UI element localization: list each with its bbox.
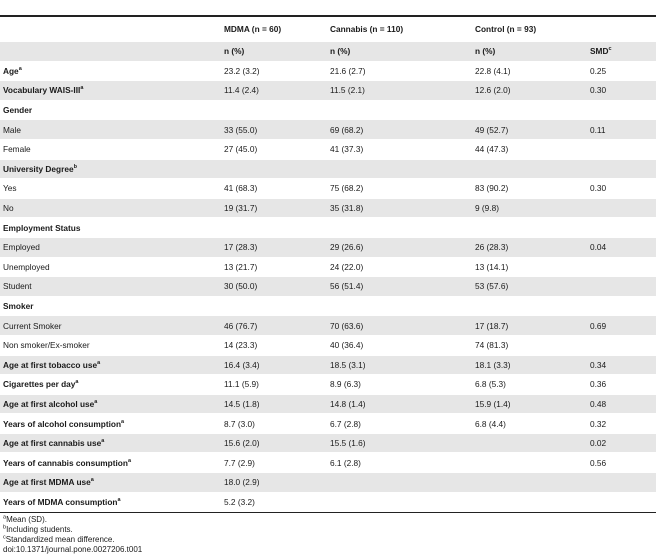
row-footnote-mark: a bbox=[121, 418, 125, 425]
cell-cannabis bbox=[327, 492, 472, 512]
cell-control: 15.9 (1.4) bbox=[472, 394, 587, 414]
cell-cannabis: 70 (63.6) bbox=[327, 316, 472, 336]
cell-smd: 0.11 bbox=[587, 120, 656, 140]
cell-control: 17 (18.7) bbox=[472, 316, 587, 336]
cell-cannabis: 40 (36.4) bbox=[327, 335, 472, 355]
cell-mdma: 23.2 (3.2) bbox=[221, 61, 327, 81]
cell-cannabis: 8.9 (6.3) bbox=[327, 375, 472, 395]
row-label-text: Years of alcohol consumption bbox=[3, 418, 122, 429]
cell-smd bbox=[587, 492, 656, 512]
row-label bbox=[0, 335, 221, 355]
footnote-mark: a bbox=[3, 514, 7, 521]
row-label-text: Smoker bbox=[3, 301, 34, 312]
group-header-row bbox=[0, 17, 656, 42]
cell-smd: 0.30 bbox=[587, 179, 656, 199]
subheader-mdma-npct: n (%) bbox=[221, 42, 327, 62]
cell-mdma: 41 (68.3) bbox=[221, 179, 327, 199]
row-label-text: Male bbox=[3, 124, 21, 135]
cell-cannabis bbox=[327, 473, 472, 493]
cell-smd bbox=[587, 218, 656, 238]
subheader-control-npct: n (%) bbox=[472, 42, 587, 62]
cell-cannabis bbox=[327, 159, 472, 179]
row-footnote-mark: b bbox=[73, 164, 77, 171]
table-row bbox=[0, 61, 656, 81]
cell-control bbox=[472, 100, 587, 120]
cell-cannabis: 35 (31.8) bbox=[327, 198, 472, 218]
footnote bbox=[3, 525, 653, 535]
footnote-text: doi:10.1371/journal.pone.0027206.t001 bbox=[3, 545, 143, 555]
row-label-text: Female bbox=[3, 144, 31, 155]
row-label-text: Years of cannabis consumption bbox=[3, 457, 128, 468]
table-row bbox=[0, 139, 656, 159]
cell-smd: 0.34 bbox=[587, 355, 656, 375]
subheader-blank bbox=[0, 42, 221, 62]
cell-mdma: 16.4 (3.4) bbox=[221, 355, 327, 375]
row-label bbox=[0, 198, 221, 218]
row-footnote-mark: a bbox=[97, 360, 101, 367]
row-footnote-mark: a bbox=[117, 497, 121, 504]
table-row bbox=[0, 179, 656, 199]
table-row bbox=[0, 473, 656, 493]
header-control: Control (n = 93) bbox=[472, 17, 587, 42]
table-body bbox=[0, 17, 656, 512]
row-footnote-mark: a bbox=[75, 379, 79, 386]
cell-control bbox=[472, 159, 587, 179]
cell-control bbox=[472, 218, 587, 238]
cell-cannabis: 41 (37.3) bbox=[327, 139, 472, 159]
cell-control: 9 (9.8) bbox=[472, 198, 587, 218]
footnote bbox=[3, 515, 653, 525]
row-label-text: Employed bbox=[3, 242, 40, 253]
row-label bbox=[0, 394, 221, 414]
cell-mdma: 17 (28.3) bbox=[221, 237, 327, 257]
table-row bbox=[0, 120, 656, 140]
cell-smd: 0.32 bbox=[587, 414, 656, 434]
table-row bbox=[0, 335, 656, 355]
subheader-cannabis-npct: n (%) bbox=[327, 42, 472, 62]
row-label-text: Age at first tobacco use bbox=[3, 359, 98, 370]
cell-control bbox=[472, 492, 587, 512]
row-label bbox=[0, 492, 221, 512]
row-label bbox=[0, 179, 221, 199]
row-footnote-mark: a bbox=[90, 477, 94, 484]
row-label bbox=[0, 81, 221, 101]
table-row bbox=[0, 277, 656, 297]
row-footnote-mark: a bbox=[80, 85, 84, 92]
footnote bbox=[3, 545, 653, 555]
cell-smd bbox=[587, 139, 656, 159]
smd-footnote-mark: c bbox=[608, 46, 612, 53]
table-row bbox=[0, 492, 656, 512]
table-row bbox=[0, 159, 656, 179]
cell-cannabis: 15.5 (1.6) bbox=[327, 433, 472, 453]
table-row bbox=[0, 81, 656, 101]
cell-control bbox=[472, 296, 587, 316]
cell-cannabis bbox=[327, 218, 472, 238]
cell-mdma: 11.1 (5.9) bbox=[221, 375, 327, 395]
row-label bbox=[0, 277, 221, 297]
table-row bbox=[0, 414, 656, 434]
cell-smd bbox=[587, 257, 656, 277]
cell-smd bbox=[587, 100, 656, 120]
cell-smd bbox=[587, 277, 656, 297]
cell-control: 26 (28.3) bbox=[472, 237, 587, 257]
row-label bbox=[0, 100, 221, 120]
row-label-text: Current Smoker bbox=[3, 320, 62, 331]
table-row bbox=[0, 355, 656, 375]
cell-mdma: 11.4 (2.4) bbox=[221, 81, 327, 101]
cell-mdma: 18.0 (2.9) bbox=[221, 473, 327, 493]
cell-mdma: 8.7 (3.0) bbox=[221, 414, 327, 434]
table-footnotes bbox=[0, 513, 656, 555]
cell-control: 18.1 (3.3) bbox=[472, 355, 587, 375]
row-label-text: University Degree bbox=[3, 163, 74, 174]
cell-smd bbox=[587, 335, 656, 355]
cell-mdma: 27 (45.0) bbox=[221, 139, 327, 159]
cell-control: 83 (90.2) bbox=[472, 179, 587, 199]
cell-smd bbox=[587, 473, 656, 493]
row-label-text: Age at first cannabis use bbox=[3, 438, 102, 449]
row-label bbox=[0, 120, 221, 140]
cell-cannabis bbox=[327, 296, 472, 316]
cell-mdma: 46 (76.7) bbox=[221, 316, 327, 336]
cell-smd: 0.69 bbox=[587, 316, 656, 336]
footnote-mark: c bbox=[3, 534, 6, 541]
cell-mdma bbox=[221, 159, 327, 179]
row-label-text: Non smoker/Ex-smoker bbox=[3, 340, 90, 351]
row-footnote-mark: a bbox=[18, 66, 22, 73]
table-row bbox=[0, 100, 656, 120]
cell-mdma: 19 (31.7) bbox=[221, 198, 327, 218]
footnote-text: Mean (SD). bbox=[6, 515, 47, 525]
row-footnote-mark: a bbox=[101, 438, 105, 445]
row-label bbox=[0, 433, 221, 453]
cell-cannabis: 6.7 (2.8) bbox=[327, 414, 472, 434]
cell-mdma: 30 (50.0) bbox=[221, 277, 327, 297]
table-row bbox=[0, 257, 656, 277]
footnote-text: Including students. bbox=[6, 525, 73, 535]
row-label-text: Years of MDMA consumption bbox=[3, 496, 118, 507]
cell-cannabis: 56 (51.4) bbox=[327, 277, 472, 297]
cell-smd: 0.25 bbox=[587, 61, 656, 81]
cell-mdma: 15.6 (2.0) bbox=[221, 433, 327, 453]
cell-smd: 0.56 bbox=[587, 453, 656, 473]
cell-mdma: 13 (21.7) bbox=[221, 257, 327, 277]
cell-mdma bbox=[221, 218, 327, 238]
cell-mdma bbox=[221, 100, 327, 120]
row-label bbox=[0, 414, 221, 434]
header-cannabis: Cannabis (n = 110) bbox=[327, 17, 472, 42]
cell-mdma: 33 (55.0) bbox=[221, 120, 327, 140]
row-label-text: Employment Status bbox=[3, 222, 81, 233]
cell-smd: 0.36 bbox=[587, 375, 656, 395]
cell-control: 12.6 (2.0) bbox=[472, 81, 587, 101]
row-label-text: Vocabulary WAIS-III bbox=[3, 85, 81, 96]
table-row bbox=[0, 394, 656, 414]
row-label bbox=[0, 257, 221, 277]
table-row bbox=[0, 453, 656, 473]
row-label-text: Age at first MDMA use bbox=[3, 477, 91, 488]
row-label-text: Cigarettes per day bbox=[3, 379, 76, 390]
cell-control: 6.8 (5.3) bbox=[472, 375, 587, 395]
row-label bbox=[0, 375, 221, 395]
row-label bbox=[0, 453, 221, 473]
header-mdma: MDMA (n = 60) bbox=[221, 17, 327, 42]
footnote-mark: b bbox=[3, 524, 7, 531]
table-row bbox=[0, 237, 656, 257]
table-row bbox=[0, 375, 656, 395]
cell-cannabis: 14.8 (1.4) bbox=[327, 394, 472, 414]
cell-smd: 0.02 bbox=[587, 433, 656, 453]
cell-control: 44 (47.3) bbox=[472, 139, 587, 159]
cell-control: 13 (14.1) bbox=[472, 257, 587, 277]
cell-mdma: 14 (23.3) bbox=[221, 335, 327, 355]
header-smd-blank bbox=[587, 17, 656, 42]
demographics-table bbox=[0, 17, 656, 512]
row-label bbox=[0, 296, 221, 316]
cell-smd: 0.04 bbox=[587, 237, 656, 257]
cell-mdma: 5.2 (3.2) bbox=[221, 492, 327, 512]
row-label bbox=[0, 316, 221, 336]
table-row bbox=[0, 198, 656, 218]
cell-cannabis: 6.1 (2.8) bbox=[327, 453, 472, 473]
row-label-text: Yes bbox=[3, 183, 17, 194]
cell-cannabis: 11.5 (2.1) bbox=[327, 81, 472, 101]
header-blank bbox=[0, 17, 221, 42]
row-footnote-mark: a bbox=[127, 458, 132, 464]
table-row bbox=[0, 296, 656, 316]
cell-mdma: 14.5 (1.8) bbox=[221, 394, 327, 414]
row-label bbox=[0, 218, 221, 238]
cell-control bbox=[472, 473, 587, 493]
cell-smd bbox=[587, 159, 656, 179]
table-top-rule bbox=[0, 0, 656, 17]
subheader-row bbox=[0, 42, 656, 62]
cell-cannabis: 75 (68.2) bbox=[327, 179, 472, 199]
cell-cannabis: 24 (22.0) bbox=[327, 257, 472, 277]
cell-cannabis: 21.6 (2.7) bbox=[327, 61, 472, 81]
cell-cannabis bbox=[327, 100, 472, 120]
table-row bbox=[0, 433, 656, 453]
table-row bbox=[0, 316, 656, 336]
cell-control: 49 (52.7) bbox=[472, 120, 587, 140]
subheader-smd bbox=[587, 42, 656, 62]
cell-control bbox=[472, 433, 587, 453]
cell-cannabis: 18.5 (3.1) bbox=[327, 355, 472, 375]
row-label-text: No bbox=[3, 203, 14, 214]
row-label bbox=[0, 159, 221, 179]
cell-control: 6.8 (4.4) bbox=[472, 414, 587, 434]
smd-label: SMD bbox=[590, 46, 609, 57]
cell-smd bbox=[587, 198, 656, 218]
row-footnote-mark: a bbox=[94, 399, 98, 406]
row-label-text: Age bbox=[3, 65, 19, 76]
footnote-text: Standardized mean difference. bbox=[5, 535, 115, 545]
footnote bbox=[3, 535, 653, 545]
row-label bbox=[0, 355, 221, 375]
cell-control: 74 (81.3) bbox=[472, 335, 587, 355]
cell-smd: 0.30 bbox=[587, 81, 656, 101]
cell-smd bbox=[587, 296, 656, 316]
cell-mdma: 7.7 (2.9) bbox=[221, 453, 327, 473]
cell-smd: 0.48 bbox=[587, 394, 656, 414]
row-label bbox=[0, 473, 221, 493]
row-label bbox=[0, 61, 221, 81]
row-label-text: Student bbox=[3, 281, 32, 292]
cell-cannabis: 69 (68.2) bbox=[327, 120, 472, 140]
cell-control bbox=[472, 453, 587, 473]
cell-cannabis: 29 (26.6) bbox=[327, 237, 472, 257]
row-label-text: Age at first alcohol use bbox=[3, 398, 95, 409]
row-label bbox=[0, 237, 221, 257]
table-row bbox=[0, 218, 656, 238]
cell-control: 22.8 (4.1) bbox=[472, 61, 587, 81]
row-label-text: Unemployed bbox=[3, 261, 50, 272]
cell-mdma bbox=[221, 296, 327, 316]
cell-control: 53 (57.6) bbox=[472, 277, 587, 297]
row-label bbox=[0, 139, 221, 159]
row-label-text: Gender bbox=[3, 105, 33, 116]
